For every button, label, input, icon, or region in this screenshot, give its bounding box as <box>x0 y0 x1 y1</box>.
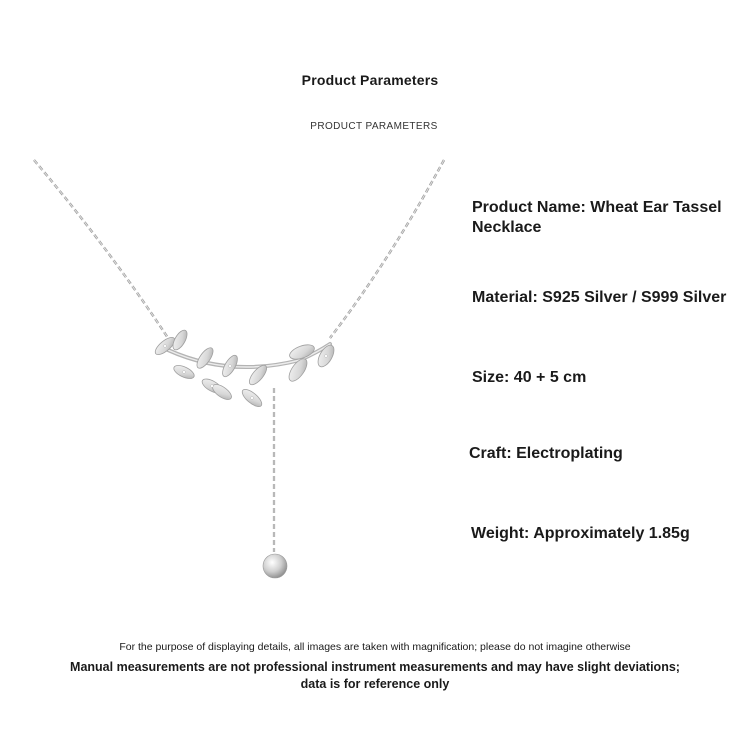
measurement-note <box>40 659 710 693</box>
measurement-note-line1: Manual measurements are not professional instrument measurements and may have slight deviations; <box>70 660 680 674</box>
chain-left <box>34 160 168 338</box>
param-product-name <box>472 198 742 238</box>
param-label: Craft: <box>469 445 512 462</box>
param-value: S925 Silver / S999 Silver <box>542 289 727 306</box>
chain-right <box>330 160 444 338</box>
page-title: Product Parameters <box>301 72 439 88</box>
param-label: Product Name: <box>472 199 586 216</box>
param-material <box>472 288 742 308</box>
measurement-note-line2: data is for reference only <box>300 677 450 691</box>
param-value: Electroplating <box>516 445 623 462</box>
param-label: Size: <box>472 369 510 386</box>
param-label: Weight: <box>471 525 530 542</box>
leaf <box>194 345 216 370</box>
param-weight <box>471 524 690 544</box>
param-value: Approximately 1.85g <box>533 525 690 542</box>
param-label: Material: <box>472 289 538 306</box>
param-value: 40 + 5 cm <box>513 369 587 386</box>
pendant-bead <box>263 554 287 578</box>
param-value: Wheat Ear Tassel Necklace <box>472 199 722 236</box>
magnification-note: For the purpose of displaying details, all images are taken with magnification; please do not imagine otherwise <box>119 641 631 653</box>
param-size <box>472 368 586 388</box>
page-subtitle: PRODUCT PARAMETERS <box>310 121 438 132</box>
param-craft <box>469 444 623 464</box>
